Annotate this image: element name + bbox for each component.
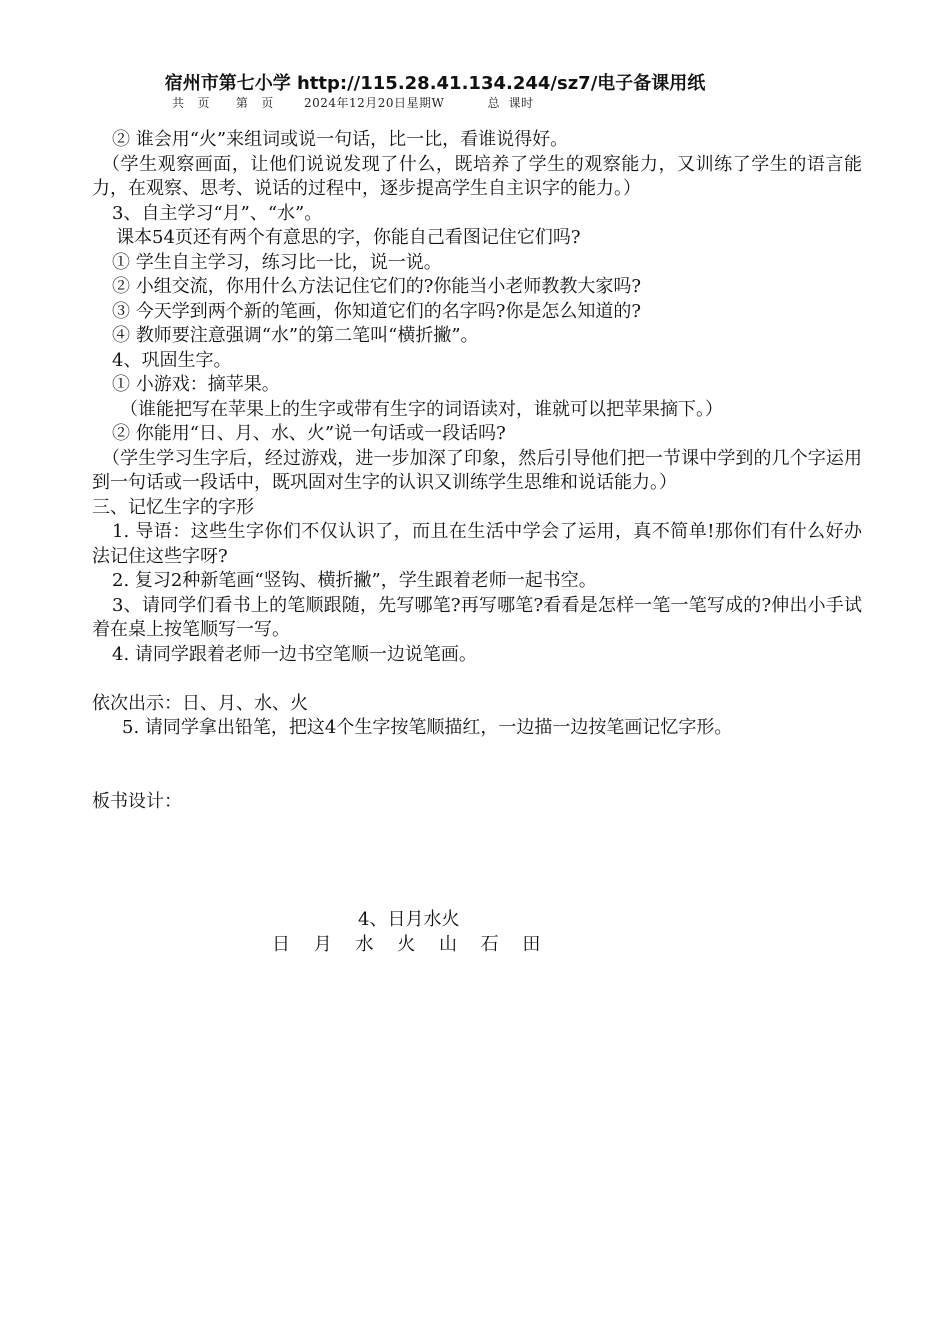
board-characters — [272, 930, 558, 956]
page-header-title: 宿州市第七小学 http://115.28.41.134.244/sz7/电子备课用纸 — [164, 73, 706, 94]
page-header-subline: 共 页 第 页 2024年12月20日星期W 总 课时 — [172, 96, 534, 110]
text-line: 课本54页还有两个有意思的字，你能自己看图记住它们吗? — [116, 227, 581, 248]
text-line: 3、自主学习“月”、“水”。 — [112, 202, 323, 224]
blank-line — [92, 741, 862, 766]
text-paragraph: （学生观察画面，让他们说说发现了什么，既培养了学生的观察能力，又训练了学生的语言能力，在观察、思考、说话的过程中，逐步提高学生自主识字的能力。） — [92, 153, 862, 199]
lesson-body — [92, 128, 862, 814]
board-char: 月 — [313, 934, 332, 955]
text-line: 依次出示：日、月、水、火 — [92, 692, 308, 714]
board-title: 4、日月水火 — [358, 909, 460, 930]
text-paragraph: 3、请同学们看书上的笔顺跟随，先写哪笔?再写哪笔?看看是怎样一笔一笔写成的?伸出小手试着在桌上按笔顺写一写。 — [92, 594, 862, 640]
text-line: ② 小组交流，你用什么方法记住它们的?你能当小老师教教大家吗? — [112, 276, 642, 297]
blank-line — [92, 667, 862, 692]
text-line: （谁能把写在苹果上的生字或带有生字的词语读对，谁就可以把苹果摘下。） — [120, 398, 723, 420]
text-line: 4. 请同学跟着老师一边书空笔顺一边说笔画。 — [112, 643, 477, 665]
board-char: 山 — [438, 934, 457, 955]
text-line: ② 谁会用“火”来组词或说一句话，比一比，看谁说得好。 — [112, 129, 569, 150]
text-line: ④ 教师要注意强调“水”的第二笔叫“横折撇”。 — [112, 325, 479, 346]
text-paragraph: （学生学习生字后，经过游戏，进一步加深了印象，然后引导他们把一节课中学到的几个字运用到一句话或一段话中，既巩固对生字的认识又训练学生思维和说话能力。） — [92, 447, 862, 493]
text-paragraph: 1. 导语：这些生字你们不仅认识了，而且在生活中学会了运用，真不简单!那你们有什么好办法记住这些字呀? — [92, 521, 862, 567]
text-line: ② 你能用“日、月、水、火”说一句话或一段话吗? — [112, 423, 506, 444]
board-char: 火 — [397, 934, 416, 955]
text-line: 4、巩固生字。 — [112, 349, 232, 371]
board-char: 水 — [355, 934, 374, 955]
text-line: ③ 今天学到两个新的笔画，你知道它们的名字吗?你是怎么知道的? — [112, 300, 642, 322]
text-line: 5. 请同学拿出铅笔，把这4个生字按笔顺描红，一边描一边按笔画记忆字形。 — [122, 717, 733, 738]
section-heading: 三、记忆生字的字形 — [92, 496, 254, 518]
text-line: ① 小游戏：摘苹果。 — [112, 374, 280, 395]
blank-line — [92, 765, 862, 790]
board-char: 田 — [522, 934, 541, 955]
board-char: 石 — [480, 934, 499, 955]
board-design-label: 板书设计： — [92, 790, 182, 812]
text-line: 2. 复习2种新笔画“竖钩、横折撇”，学生跟着老师一起书空。 — [112, 570, 597, 591]
board-char: 日 — [272, 934, 290, 955]
text-line: ① 学生自主学习，练习比一比，说一说。 — [112, 251, 442, 273]
